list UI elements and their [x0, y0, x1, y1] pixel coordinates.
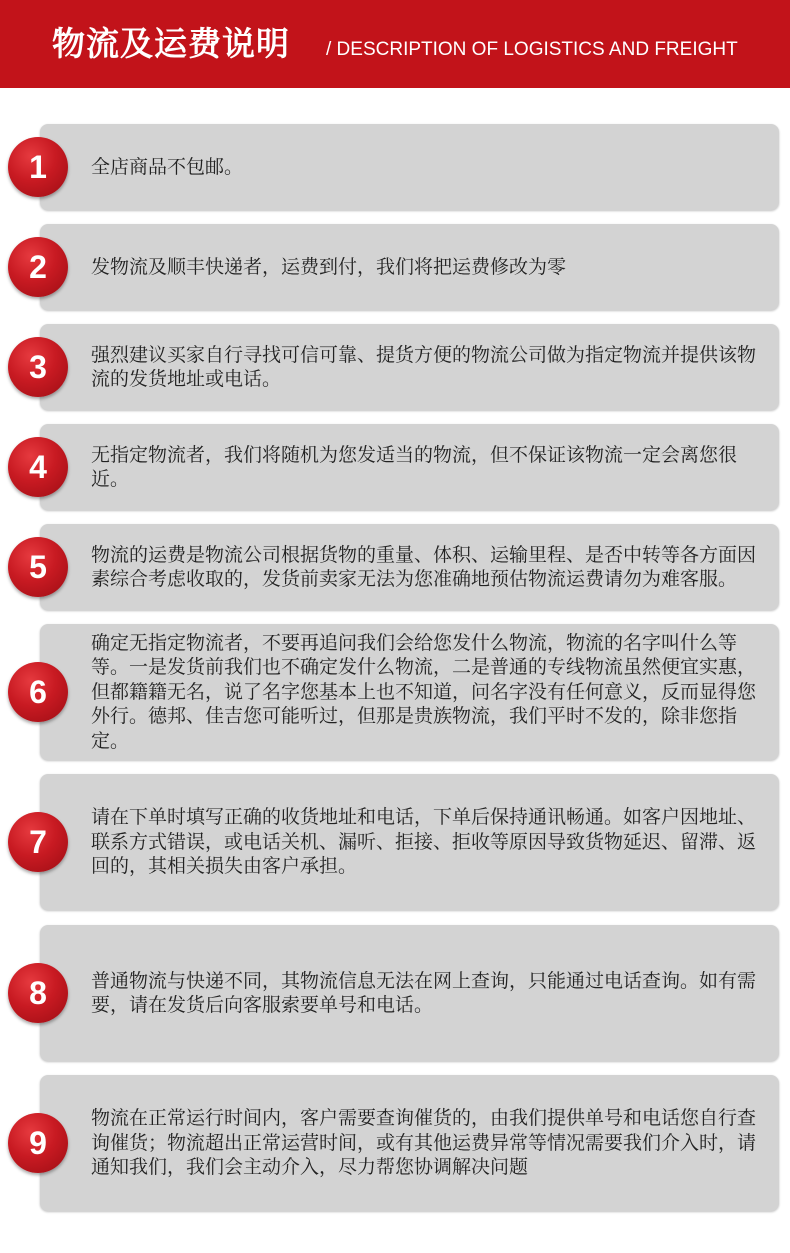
item-text: 物流的运费是物流公司根据货物的重量、体积、运输里程、是否中转等各方面因素综合考虑收取的，发货前卖家无法为您准确地预估物流运费请勿为难客服。	[91, 543, 757, 590]
list-item	[0, 124, 790, 210]
header-banner	[0, 0, 790, 88]
item-text: 强烈建议买家自行寻找可信可靠、提货方便的物流公司做为指定物流并提供该物流的发货地址或电话。	[91, 343, 757, 390]
list-item	[0, 925, 790, 1061]
item-text: 发物流及顺丰快递者，运费到付，我们将把运费修改为零	[91, 255, 567, 278]
list-item	[0, 524, 790, 610]
item-number-badge: 7	[8, 812, 68, 872]
item-number-badge: 8	[8, 963, 68, 1023]
item-text: 普通物流与快递不同，其物流信息无法在网上查询，只能通过电话查询。如有需要，请在发货后向客服索要单号和电话。	[91, 969, 757, 1016]
item-number-badge: 3	[8, 337, 68, 397]
page-subtitle: / DESCRIPTION OF LOGISTICS AND FREIGHT	[326, 39, 738, 60]
item-text: 无指定物流者，我们将随机为您发适当的物流，但不保证该物流一定会离您很近。	[91, 443, 738, 490]
item-number-badge: 6	[8, 662, 68, 722]
item-number-badge: 1	[8, 137, 68, 197]
list-item	[0, 224, 790, 310]
item-number-badge: 4	[8, 437, 68, 497]
page-title: 物流及运费说明	[52, 24, 290, 63]
list-item	[0, 624, 790, 760]
list-item	[0, 324, 790, 410]
item-number-badge: 9	[8, 1113, 68, 1173]
item-text: 确定无指定物流者，不要再追问我们会给您发什么物流，物流的名字叫什么等等。一是发货前我们也不确定发什么物流，二是普通的专线物流虽然便宜实惠，但都籍籍无名，说了名字您基本上也不知道，问名字没有任何意义，反而显得您外行。德邦、佳吉您可能听过，但那是贵族物流，我们平时不发的，除非您指定。	[91, 631, 757, 752]
list-item	[0, 424, 790, 510]
item-number-badge: 5	[8, 537, 68, 597]
list-item	[0, 1075, 790, 1211]
item-text: 请在下单时填写正确的收货地址和电话，下单后保持通讯畅通。如客户因地址、联系方式错误，或电话关机、漏听、拒接、拒收等原因导致货物延迟、留滞、返回的，其相关损失由客户承担。	[91, 806, 757, 878]
item-number-badge: 2	[8, 237, 68, 297]
list-item	[0, 774, 790, 910]
item-text: 全店商品不包邮。	[91, 155, 244, 178]
item-text: 物流在正常运行时间内，客户需要查询催货的，由我们提供单号和电话您自行查询催货；物流超出正常运营时间，或有其他运费异常等情况需要我们介入时，请通知我们，我们会主动介入，尽力帮您协调解决问题	[91, 1107, 757, 1179]
